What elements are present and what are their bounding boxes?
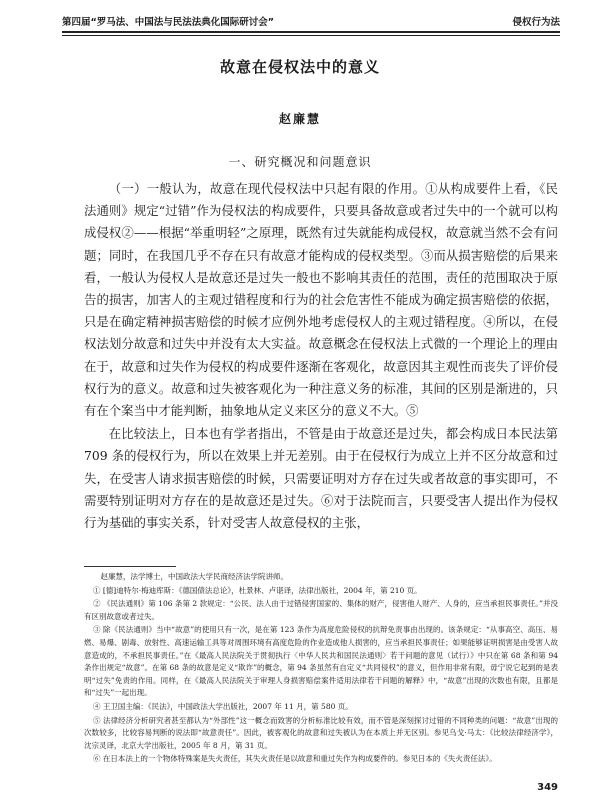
- footnote-author: 赵廉慧，法学博士，中国政法大学民商经济法学院讲师。: [100, 572, 288, 581]
- paragraph: （一）一般认为，故意在现代侵权法中只起有限的作用。①从构成要件上看，《民法通则》规定“过错”作为侵权法的构成要件，只要具备故意或者过失中的一个就可以构成侵权②——根据“举重明轻”之原理，既然有过失就能构成侵权，故意就当然不会有问题；同时，在我国几乎不存在只有故意才能构成的侵权类型。③而从损害赔偿的后果来看，一般认为侵权人是故意还是过失一般也不影响其责任的范围，责任的范围取决于原告的损害，加害人的主观过错程度和行为的社会危害性不能成为确定损害赔偿的依据，只是在确定精神损害赔偿的时候才应例外地考虑侵权人的主观过错程度。④所以，在侵权法划分故意和过失中并没有太大实益。故意概念在侵权法上式微的一个理论上的理由在于，故意和过失作为侵权的构成要件逐渐在客观化，故意因其主观性而丧失了评价侵权行为的意义。故意和过失被客观化为一种注意义务的标准，其间的区别是渐进的，只有在个案当中才能判断，抽象地从定义来区分的意义不大。⑤: [84, 181, 558, 419]
- footnote: ③ 除《民法通则》当中“故意”的使用只有一次，是在第 123 条作为高度危险侵权的抗辩免责事由出现的。该条规定：“从事高空、高压、易燃、易爆、剧毒、放射性、高速运输工具等对周围环境有高度危险的作业造成他人损害的，应当承担民事责任；如果能够证明损害是由受害人故意造成的，不承担民事责任。”在《最高人民法院关于贯彻执行〈中华人民共和国民法通则〉若干问题的意见（试行）》中只在第 68 条和第 94 条作出规定“故意”。在第 68 条的故意是定义“欺诈”的概念，第 94 条虽然有自定义“共同侵权”的意义，但作用非常有限，毋宁说它起到的是表明“过失”免责的作用。同样，在《最高人民法院关于审理人身损害赔偿案件适用法律若干问题的解释》中，“故意”出现的次数也有限，且都是和“过失”一起出现。: [84, 625, 558, 698]
- footnote: ② 《民法通则》第 106 条第 2 款规定：“公民、法人由于过错侵害国家的、集体的财产，侵害他人财产、人身的，应当承担民事责任。”并没有区别故意或者过失。: [84, 599, 558, 621]
- body-text: [84, 178, 558, 534]
- header-conference: 第四届“罗马法、中国法与民法法典化国际研讨会”: [62, 17, 274, 28]
- header-rule-thin: [62, 35, 560, 36]
- page-number: 349: [537, 782, 558, 793]
- paper-title: 故意在侵权法中的意义: [219, 58, 380, 76]
- footnote-divider: [84, 566, 176, 567]
- header-rule-thick: [62, 31, 560, 33]
- header-section: 侵权行为法: [512, 17, 560, 28]
- footnote: ⑤ 法律经济分析研究者甚至都认为“外部性”这一概念而致害的分析标准比较有效，而不管是深刻探讨过错的不同种类的问题：“故意”出现的次数较多，比较容易判断的说法即“故意责任”。因此，被客观化的故意和过失被认为在本质上并无区别。参见乌戈·马太：《比较法律经济学》，沈宗灵译，北京大学出版社，2005 年 8 月，第 31 页。: [84, 715, 558, 750]
- section-heading: 一、研究概况和问题意识: [228, 155, 372, 169]
- footnotes: [84, 571, 558, 767]
- footnote: ⑥ 在日本法上的一个物体特殊案是失火责任，其失火责任是以故意和重过失作为构成要件的。参见日本的《失火责任法》。: [93, 754, 497, 764]
- footnote: ④ 王卫国主编：《民法》，中国政法大学出版社，2007 年 11 月，第 580 页。: [93, 701, 353, 711]
- footnote: ① [德]迪特尔·梅迪库斯：《德国债法总论》，杜景林、卢谌译，法律出版社，2004 年，第 210 页。: [93, 585, 422, 595]
- running-header: [62, 12, 560, 28]
- paper-author: 赵廉慧: [278, 112, 321, 126]
- paragraph: 在比较法上，日本也有学者指出，不管是由于故意还是过失，都会构成日本民法第 709 条的侵权行为，所以在效果上并无差别。由于在侵权行为成立上并不区分故意和过失，在受害人请求损害赔偿的时候，只需要证明对方存在过失或者故意的事实即可，不需要特别证明对方存在的是故意还是过失。⑥对于法院而言，只要受害人提出作为侵权行为基础的事实关系，针对受害人故意侵权的主张，: [84, 426, 558, 531]
